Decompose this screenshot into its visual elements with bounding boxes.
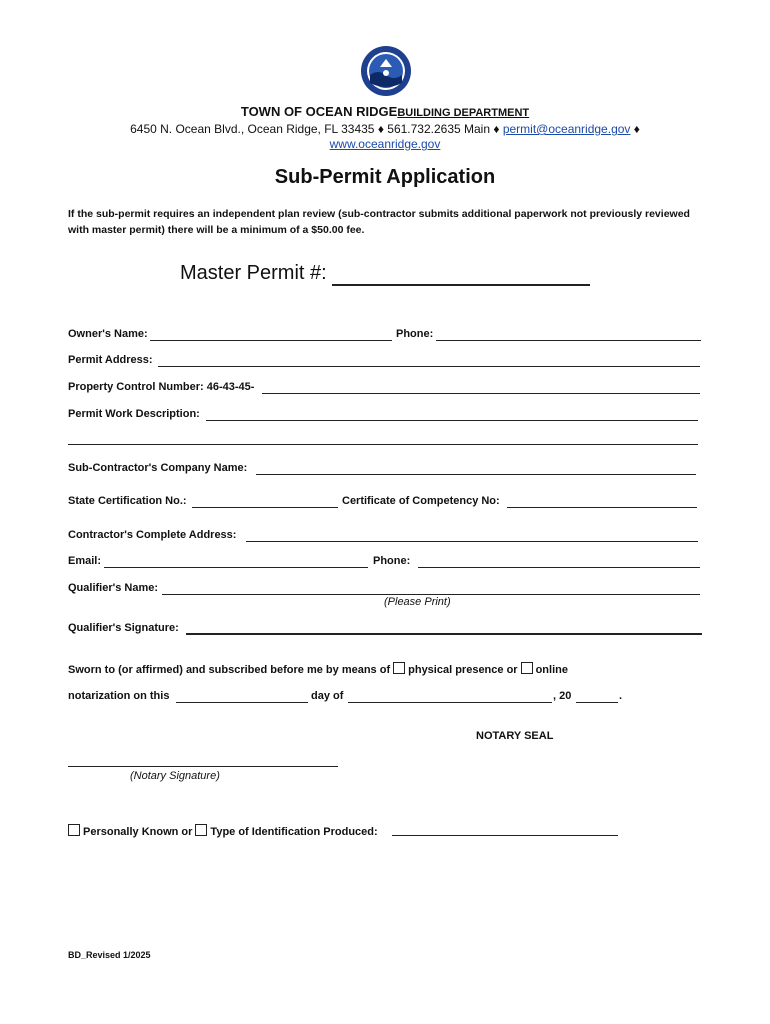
work-description-input[interactable] — [206, 420, 698, 421]
header-title — [0, 104, 770, 119]
revision-footer: BD_Revised 1/2025 — [68, 950, 151, 960]
work-description-input-line2[interactable] — [68, 444, 698, 445]
please-print-caption: (Please Print) — [384, 596, 451, 608]
website-link[interactable]: www.oceanridge.gov — [329, 137, 441, 151]
qualifier-signature-label: Qualifier's Signature: — [68, 622, 179, 634]
year-prefix-label: , 20 — [553, 690, 572, 702]
state-cert-input[interactable] — [192, 507, 338, 508]
permit-address-label: Permit Address: — [68, 354, 153, 366]
subcontractor-company-label: Sub-Contractor's Company Name: — [68, 462, 248, 474]
notarization-month-input[interactable] — [348, 702, 552, 703]
property-control-label: Property Control Number: 46-43-45- — [68, 381, 255, 393]
sworn-statement — [68, 662, 568, 676]
phone-label: Phone: — [396, 328, 434, 340]
fee-notice: If the sub-permit requires an independent plan review (sub-contractor submits additional paperwork not previously reviewed with master permit) there will be a minimum of a $50.00 fee. — [68, 208, 690, 236]
email-label: Email: — [68, 555, 102, 567]
state-cert-label: State Certification No.: — [68, 495, 187, 507]
work-description-label: Permit Work Description: — [68, 408, 200, 420]
id-produced-checkbox[interactable] — [195, 824, 207, 836]
qualifier-signature-input[interactable] — [186, 633, 702, 635]
owners-name-label: Owner's Name: — [68, 328, 148, 340]
physical-presence-checkbox[interactable] — [393, 662, 405, 674]
notary-signature-caption: (Notary Signature) — [130, 770, 220, 782]
year-period: . — [619, 690, 623, 702]
qualifier-name-input[interactable] — [162, 594, 700, 595]
property-control-input[interactable] — [262, 393, 700, 394]
personally-known-checkbox[interactable] — [68, 824, 80, 836]
subcontractor-company-input[interactable] — [256, 474, 696, 475]
owners-name-input[interactable] — [150, 340, 392, 341]
cert-competency-input[interactable] — [507, 507, 697, 508]
email-input[interactable] — [104, 567, 368, 568]
notarization-year-input[interactable] — [576, 702, 618, 703]
id-produced-input[interactable] — [392, 835, 618, 836]
phone2-input[interactable] — [418, 567, 700, 568]
online-checkbox[interactable] — [521, 662, 533, 674]
town-seal-logo — [360, 45, 412, 97]
notary-seal-label: NOTARY SEAL — [476, 730, 554, 742]
department-name: BUILDING DEPARTMENT — [397, 107, 530, 119]
notary-signature-input[interactable] — [68, 766, 338, 767]
day-of-label: day of — [311, 690, 344, 702]
id-produced-label: Type of Identification Produced: — [210, 826, 378, 838]
header-address — [0, 122, 770, 136]
master-permit-input[interactable] — [332, 284, 590, 286]
online-label: online — [535, 664, 568, 676]
personally-known-label: Personally Known or — [83, 826, 193, 838]
phone-input[interactable] — [436, 340, 701, 341]
address-line: 6450 N. Ocean Blvd., Ocean Ridge, FL 33435 ♦ 561.732.2635 Main ♦ — [130, 122, 500, 136]
identification-row — [65, 824, 378, 838]
qualifier-name-label: Qualifier's Name: — [68, 582, 159, 594]
master-permit-label: Master Permit #: — [180, 262, 327, 284]
cert-competency-label: Certificate of Competency No: — [342, 495, 500, 507]
header-website-row — [0, 137, 770, 151]
diamond-separator: ♦ — [633, 122, 640, 136]
physical-presence-label: physical presence or — [408, 664, 518, 676]
page-title: Sub-Permit Application — [274, 166, 496, 188]
town-name: TOWN OF OCEAN RIDGE — [240, 104, 398, 119]
notarization-day-input[interactable] — [176, 702, 308, 703]
contractor-address-input[interactable] — [246, 541, 698, 542]
permit-address-input[interactable] — [158, 366, 700, 367]
sworn-text: Sworn to (or affirmed) and subscribed before me by means of — [68, 664, 391, 676]
email-link[interactable]: permit@oceanridge.gov — [502, 122, 631, 136]
notarization-on-this-label: notarization on this — [68, 690, 170, 702]
contractor-address-label: Contractor's Complete Address: — [68, 529, 237, 541]
phone2-label: Phone: — [373, 555, 411, 567]
